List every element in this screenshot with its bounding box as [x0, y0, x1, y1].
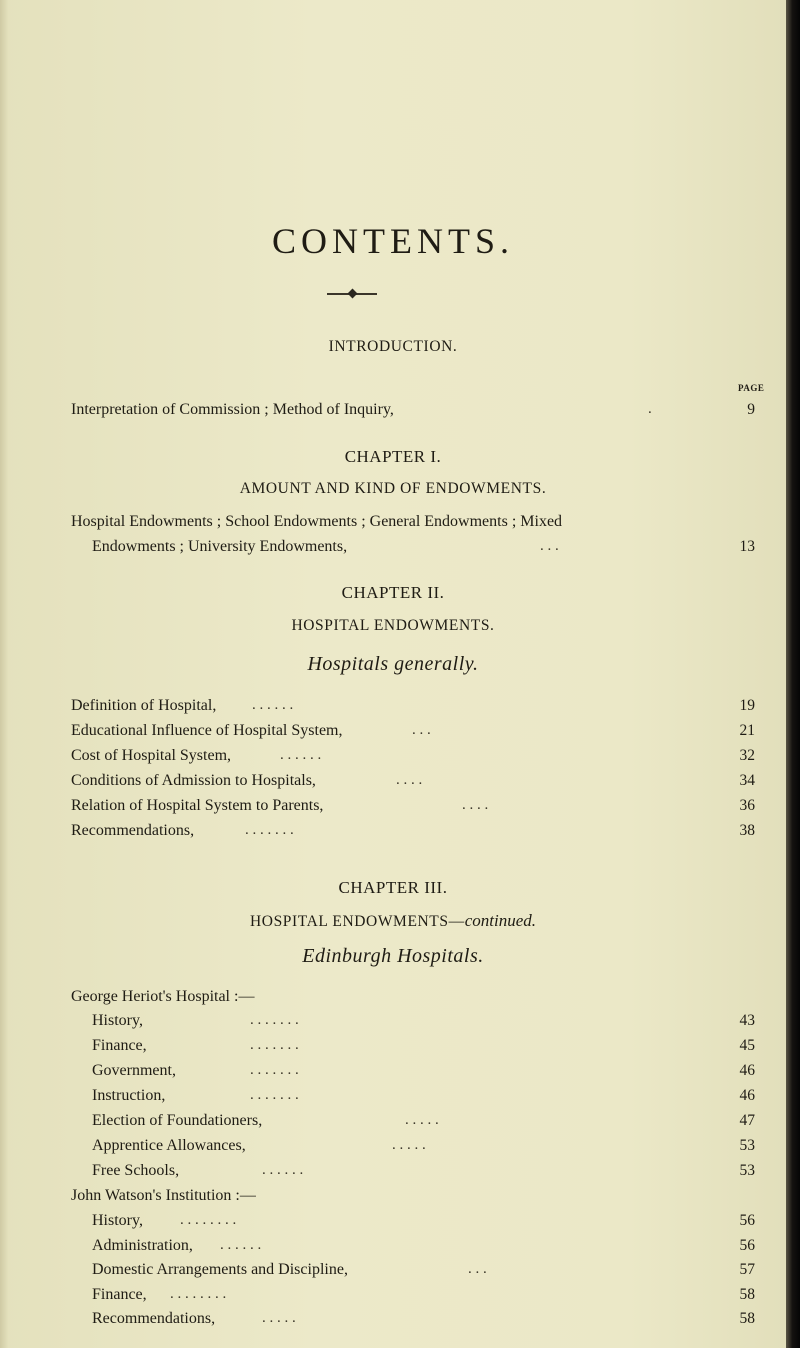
chapter-3-section-title: Edinburgh Hospitals. — [302, 945, 484, 967]
toc-entry-leaders: . . . . . . . — [250, 1087, 299, 1103]
toc-entry-text: Apprentice Allowances, — [92, 1137, 246, 1154]
page-title: CONTENTS. — [272, 221, 514, 261]
toc-entry-page: 38 — [739, 822, 755, 839]
toc-entry-leaders: . . . . . — [405, 1112, 439, 1128]
chapter-3-subheading-continued: continued. — [464, 911, 536, 930]
toc-entry-text: Election of Foundationers, — [92, 1112, 263, 1129]
chapter-3-subheading-main: HOSPITAL ENDOWMENTS— — [250, 913, 465, 930]
toc-entry-page: 57 — [739, 1261, 755, 1278]
toc-entry-text: Relation of Hospital System to Parents, — [71, 797, 324, 814]
toc-group-title: George Heriot's Hospital :— — [71, 988, 255, 1005]
toc-entry-leaders: . . . . . . . — [250, 1012, 299, 1028]
toc-entry-text: Finance, — [92, 1286, 147, 1303]
chapter-3-subheading — [0, 911, 786, 931]
page-column-label: PAGE — [738, 383, 765, 393]
toc-entry-leaders: . . . . . . . . — [180, 1212, 237, 1228]
toc-entry-page: 58 — [739, 1310, 755, 1327]
toc-entry-page: 56 — [739, 1212, 755, 1229]
toc-entry-leaders: . . . . . . — [220, 1237, 262, 1253]
chapter-1-heading: CHAPTER I. — [344, 447, 442, 466]
toc-entry-page: 45 — [739, 1037, 755, 1054]
toc-entry-page: 34 — [739, 772, 755, 789]
chapter-2-subheading: HOSPITAL ENDOWMENTS. — [291, 617, 495, 634]
toc-entry-text: Domestic Arrangements and Discipline, — [92, 1261, 348, 1278]
chapter-1-subheading: AMOUNT AND KIND OF ENDOWMENTS. — [239, 480, 547, 497]
toc-entry-text: Hospital Endowments ; School Endowments ; General Endowments ; Mixed — [71, 513, 563, 530]
toc-group-title: John Watson's Institution :— — [71, 1187, 256, 1204]
toc-entry-text: Recommendations, — [71, 822, 195, 839]
toc-entry-text: Interpretation of Commission ; Method of Inquiry, — [71, 401, 394, 418]
toc-entry-leaders: . . . . . . — [280, 747, 322, 763]
toc-entry-page: 46 — [739, 1062, 755, 1079]
toc-entry-text: History, — [92, 1212, 143, 1229]
toc-entry-text: Administration, — [92, 1237, 193, 1254]
toc-entry-text: Cost of Hospital System, — [71, 747, 232, 764]
toc-entry-page: 21 — [739, 722, 755, 739]
toc-entry-leaders: . . . — [468, 1261, 487, 1277]
chapter-2-section-title: Hospitals generally. — [307, 653, 479, 675]
page-binding-shadow — [786, 0, 800, 1348]
toc-entry-leaders: . — [648, 401, 652, 417]
toc-entry-page: 36 — [739, 797, 755, 814]
toc-entry-page: 43 — [739, 1012, 755, 1029]
toc-entry-leaders: . . . . — [396, 772, 423, 788]
toc-entry-text: Free Schools, — [92, 1162, 180, 1179]
toc-entry-page: 13 — [739, 538, 755, 555]
toc-entry-page: 19 — [739, 697, 755, 714]
chapter-2-heading: CHAPTER II. — [341, 583, 445, 602]
toc-entry-page: 32 — [739, 747, 755, 764]
toc-entry-leaders: . . . . . . . . — [170, 1286, 227, 1302]
toc-entry-page: 58 — [739, 1286, 755, 1303]
toc-entry-page: 46 — [739, 1087, 755, 1104]
toc-entry-leaders: . . . . — [462, 797, 489, 813]
toc-entry-page: 9 — [747, 401, 755, 418]
toc-entry-leaders: . . . . . . — [262, 1162, 304, 1178]
toc-entry-leaders: . . . . . . . — [250, 1062, 299, 1078]
toc-entry-text: Recommendations, — [92, 1310, 216, 1327]
toc-entry-leaders: . . . — [412, 722, 431, 738]
toc-entry-leaders: . . . . . — [392, 1137, 426, 1153]
toc-entry-text: Educational Influence of Hospital System, — [71, 722, 343, 739]
toc-entry-text: Definition of Hospital, — [71, 697, 217, 714]
toc-entry-text: History, — [92, 1012, 143, 1029]
toc-entry-leaders: . . . . . . . — [250, 1037, 299, 1053]
toc-entry-text-continued: Endowments ; University Endowments, — [92, 538, 348, 555]
toc-entry-page: 56 — [739, 1237, 755, 1254]
toc-entry-leaders: . . . — [540, 538, 559, 554]
toc-entry-page: 47 — [739, 1112, 755, 1129]
toc-entry-leaders: . . . . . . — [252, 697, 294, 713]
toc-entry-text: Finance, — [92, 1037, 147, 1054]
toc-entry-text: Government, — [92, 1062, 176, 1079]
toc-entry-page: 53 — [739, 1162, 755, 1179]
toc-entry-leaders: . . . . . — [262, 1310, 296, 1326]
toc-entry-leaders: . . . . . . . — [245, 822, 294, 838]
toc-entry-text: Conditions of Admission to Hospitals, — [71, 772, 316, 789]
introduction-heading: INTRODUCTION. — [328, 338, 458, 355]
toc-entry-page: 53 — [739, 1137, 755, 1154]
chapter-3-heading: CHAPTER III. — [338, 878, 448, 897]
toc-entry-text: Instruction, — [92, 1087, 166, 1104]
